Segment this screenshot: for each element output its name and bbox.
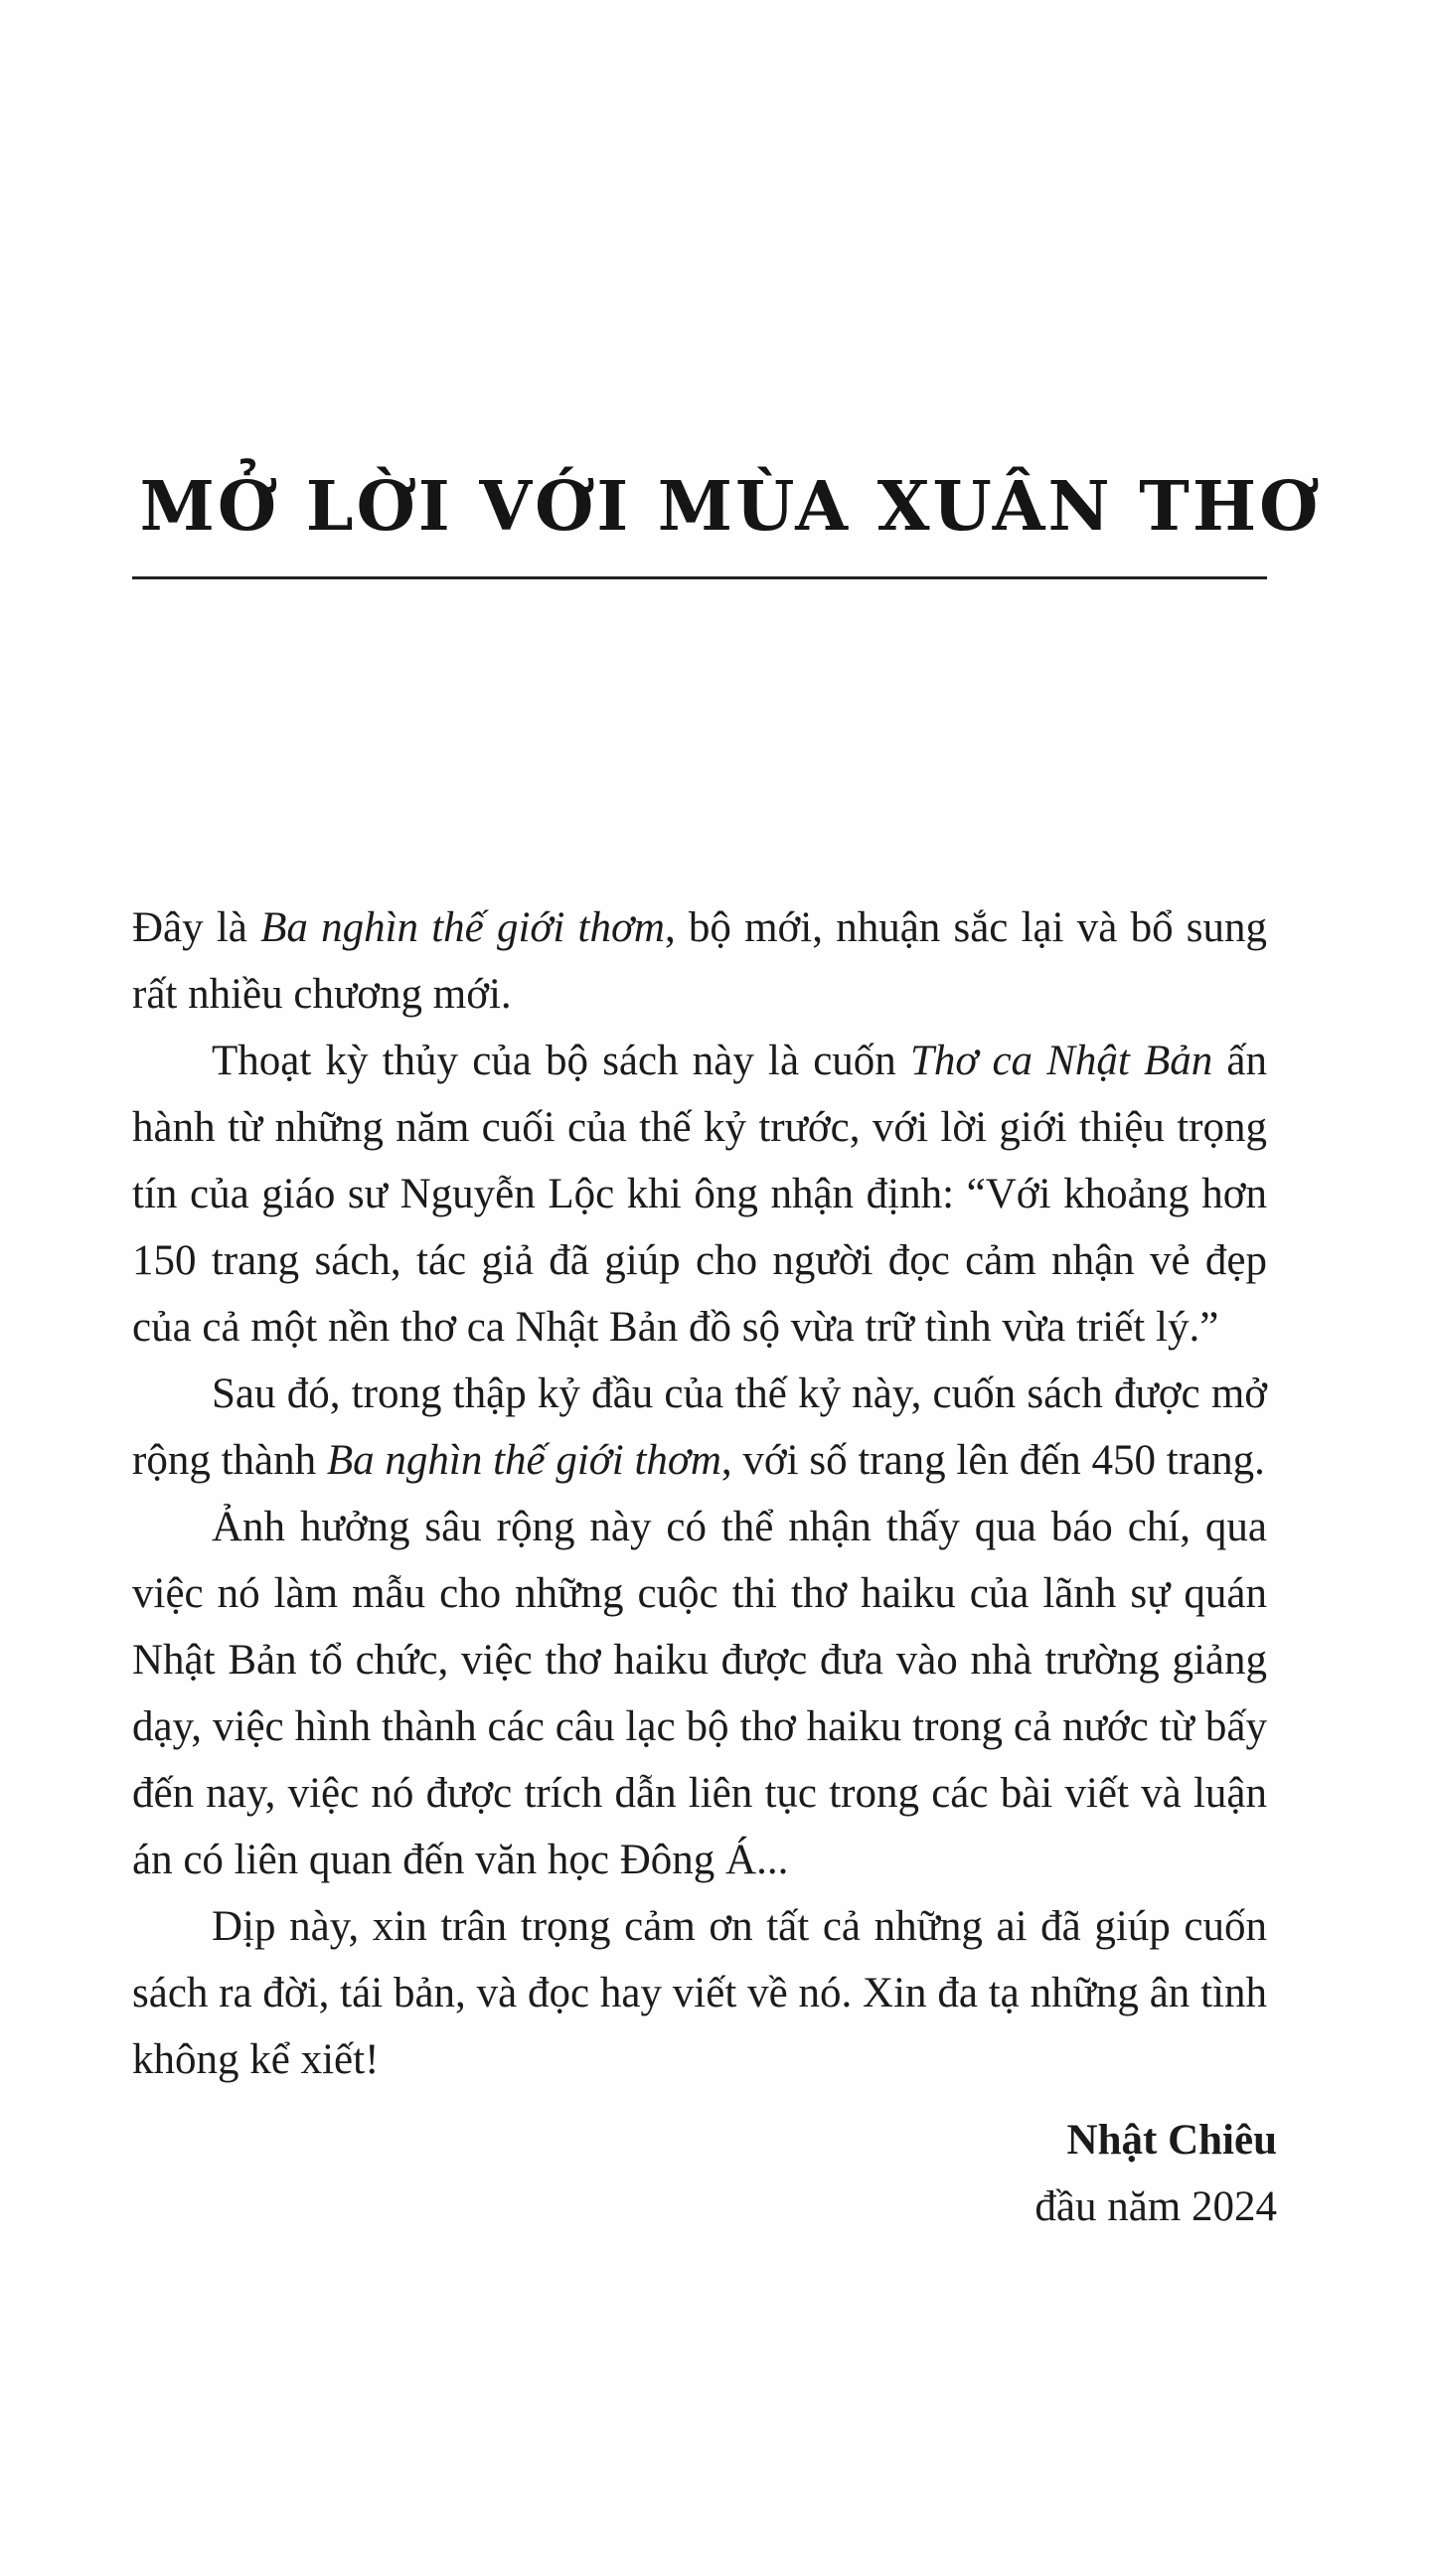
body-text: [132, 894, 1267, 2093]
paragraph-1: Đây là Ba nghìn thế giới thơm, bộ mới, nhuận sắc lại và bổ sung rất nhiều chương mới.: [132, 904, 1268, 1018]
paragraph-2: Thoạt kỳ thủy của bộ sách này là cuốn Thơ ca Nhật Bản ấn hành từ những năm cuối của thế kỷ trước, với lời giới thiệu trọng tín của giáo sư Nguyễn Lộc khi ông nhận định: “Với khoảng hơn 150 trang sách, tác giả đã giúp cho người đọc cảm nhận vẻ đẹp của cả một nền thơ ca Nhật Bản đồ sộ vừa trữ tình vừa triết lý.”: [132, 1038, 1267, 1351]
title-underline: [132, 576, 1267, 579]
paragraph-3: Sau đó, trong thập kỷ đầu của thế kỷ này, cuốn sách được mở rộng thành Ba nghìn thế giới thơm, với số trang lên đến 450 trang.: [132, 1370, 1267, 1484]
paragraph-4: Ảnh hưởng sâu rộng này có thể nhận thấy qua báo chí, qua việc nó làm mẫu cho những cuộc thi thơ haiku của lãnh sự quán Nhật Bản tổ chức, việc thơ haiku được đưa vào nhà trường giảng dạy, việc hình thành các câu lạc bộ thơ haiku trong cả nước từ bấy đến nay, việc nó được trích dẫn liên tục trong các bài viết và luận án có liên quan đến văn học Đông Á...: [132, 1504, 1267, 1883]
author-name: Nhật Chiêu: [1066, 2117, 1277, 2164]
signature-date: đầu năm 2024: [1034, 2183, 1277, 2230]
page-title: MỞ LỜI VỚI MÙA XUÂN THƠ: [139, 467, 1322, 547]
signature: [1034, 2107, 1277, 2240]
paragraph-5: Dịp này, xin trân trọng cảm ơn tất cả những ai đã giúp cuốn sách ra đời, tái bản, và đọc hay viết về nó. Xin đa tạ những ân tình không kể xiết!: [132, 1903, 1267, 2083]
